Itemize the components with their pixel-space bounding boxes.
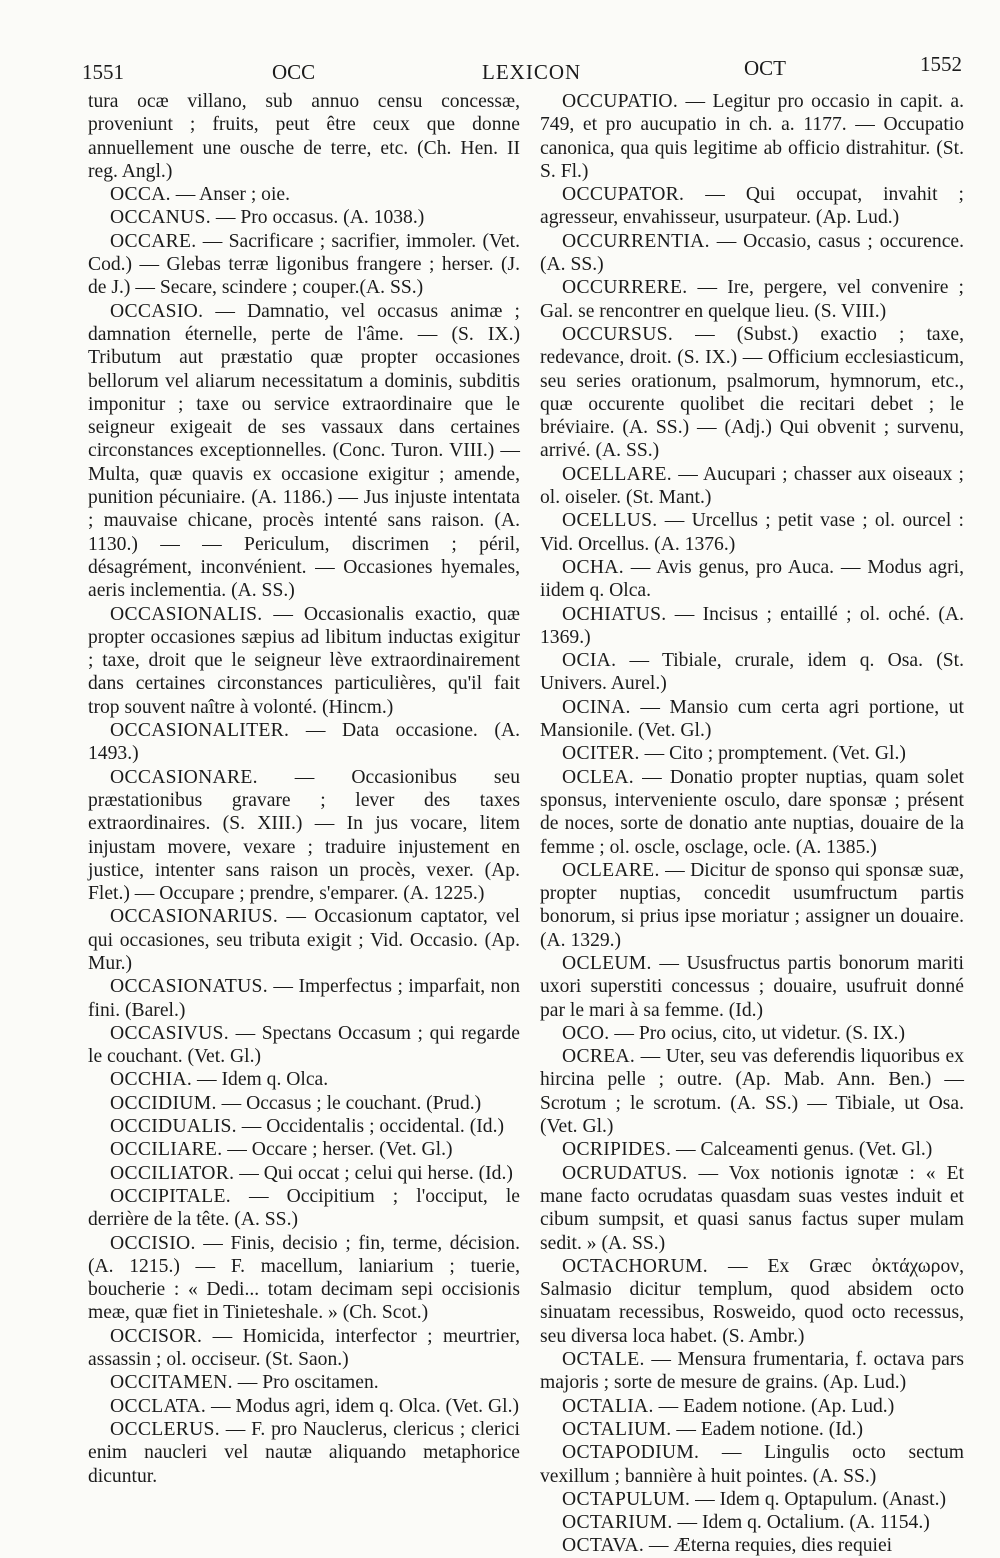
dictionary-entry: [540, 1138, 964, 1161]
entry-definition: — Occasio, casus ; occurence. (A. SS.): [540, 230, 964, 276]
entry-definition: — Donatio propter nuptias, quam solet sponsus, interveniente osculo, dare sponsæ ; présent de noces, sorte de donatio ante nuptias, douaire de la femme ; ol. oscle, osclage, ocle. (A. 1385.): [540, 766, 964, 858]
dictionary-entry: [88, 1115, 520, 1138]
running-header: [82, 52, 962, 86]
entry-headword: OCCHIA.: [110, 1069, 193, 1091]
entry-definition: — Æterna requies, dies requiei: [644, 1535, 893, 1557]
dictionary-entry: [540, 742, 964, 765]
dictionary-entry: [88, 1232, 520, 1325]
dictionary-entry: [88, 206, 520, 229]
dictionary-entry: [88, 300, 520, 603]
entry-definition: — Imperfectus ; imparfait, non fini. (Barel.): [88, 976, 520, 1021]
dictionary-entry: [88, 975, 520, 1022]
dictionary-entry: [540, 1488, 964, 1511]
dictionary-entry: [88, 766, 520, 906]
entry-headword: OCCASIONARE.: [110, 766, 258, 788]
right-column: [540, 90, 964, 1558]
entry-definition: — Ire, pergere, vel convenire ; Gal. se rencontrer en quelque lieu. (S. VIII.): [540, 277, 964, 322]
entry-headword: OCLEARE.: [562, 859, 660, 881]
entry-headword: OCCASIONATUS.: [110, 976, 268, 998]
entry-definition: — Tibiale, crurale, idem q. Osa. (St. Univers. Aurel.): [540, 650, 964, 695]
entry-definition: — Uter, seu vas deferendis liquoribus ex hircina pelle ; outre. (Ap. Mab. Ann. Ben.) — Scrotum ; le scrotum. (A. SS.) — Tibiale, ut Osa. (Vet. Gl.): [540, 1046, 964, 1138]
entry-definition: — Occidentalis ; occidental. (Id.): [236, 1116, 504, 1138]
dictionary-entry: [88, 1325, 520, 1372]
dictionary-entry: [540, 463, 964, 510]
entry-headword: OCTARIUM.: [562, 1512, 673, 1534]
entry-definition: — Vox notionis ignotæ : « Et mane facto ocrudatas quasdam suas vestes induit et cibum sumpsit, et quasi sanus factus super mulam sedit. » (A. SS.): [540, 1162, 964, 1254]
entry-definition: — Pro oscitamen.: [232, 1372, 379, 1394]
dictionary-entry: [540, 90, 964, 183]
entry-headword: OCCIDUALIS.: [110, 1116, 237, 1138]
entry-definition: — Modus agri, idem q. Olca. (Vet. Gl.): [206, 1395, 519, 1417]
entry-definition: — Homicida, interfector ; meurtrier, assassin ; ol. occiseur. (St. Saon.): [88, 1325, 520, 1371]
dictionary-entry: [88, 1185, 520, 1232]
dictionary-entry: [540, 1022, 964, 1045]
dictionary-entry: [88, 1162, 520, 1185]
entry-definition: — Eadem notione. (Ap. Lud.): [653, 1395, 895, 1417]
entry-definition: — (Subst.) exactio ; taxe, redevance, droit. (S. IX.) — Officium ecclesiasticum, seu series orationum, psalmorum, hymnorum, etc., quæ occurente quolibet die recitari debet ; le bréviaire. (A. SS.) — (Adj.) Qui obvenit ; survenu, arrivé. (A. SS.): [540, 323, 964, 462]
entry-definition: — Aucupari ; chasser aux oiseaux ; ol. oiseler. (St. Mant.): [540, 463, 964, 509]
dictionary-entry: [88, 1022, 520, 1069]
page-number-left: 1551: [82, 60, 124, 84]
dictionary-entry: [88, 1092, 520, 1115]
entry-headword: OCCASIONALITER.: [110, 720, 290, 742]
entry-headword: OCCURSUS.: [562, 323, 674, 345]
entry-definition: — Cito ; promptement. (Vet. Gl.): [639, 743, 906, 765]
entry-definition: — Pro occasus. (A. 1038.): [210, 207, 425, 229]
dictionary-entry: [88, 230, 520, 300]
entry-definition: — Anser ; oie.: [170, 184, 291, 206]
entry-headword: OCTAPULUM.: [562, 1488, 691, 1510]
entry-definition: — Occasionibus seu præstationibus gravare ; lever des taxes extraordinaires. (S. XIII.) — In jus vocare, litem injustam movere, vexare ; traduire injustement en justice, intenter sans raison un procès, vexer. (Ap. Flet.) — Occupare ; prendre, s'emparer. (A. 1225.): [88, 766, 520, 905]
entry-definition: — Ususfructus partis bonorum mariti uxori superstiti concessus ; douaire, usufruit donné par le mari à sa femme. (Id.): [540, 952, 964, 1021]
entry-headword: OCCIPITALE.: [110, 1185, 231, 1207]
entry-headword: OCCISOR.: [110, 1325, 203, 1347]
entry-definition: — Incisus ; entaillé ; ol. oché. (A. 1369.): [540, 603, 964, 648]
header-key-left: OCC: [272, 60, 316, 84]
entry-headword: OCRUDATUS.: [562, 1162, 688, 1184]
entry-headword: OCCLERUS.: [110, 1418, 220, 1440]
entry-definition: — Urcellus ; petit vase ; ol. ourcel : Vid. Orcellus. (A. 1376.): [540, 510, 964, 555]
dictionary-entry: [88, 603, 520, 719]
entry-definition: — Calceamenti genus. (Vet. Gl.): [671, 1139, 933, 1161]
entry-definition: — Dicitur de sponso qui sponsæ suæ, propter nuptias, concedit usumfructum partis bonorum, si prius ipse moriatur ; assigner un douaire. (A. 1329.): [540, 859, 964, 951]
dictionary-entry: [540, 1534, 964, 1557]
entry-definition: — Legitur pro occasio in capit. a. 749, et pro aucupatio in ch. a. 1177. — Occupatio canonica, qua quis legitime ab officio distrahitur. (St. S. Fl.): [540, 91, 964, 182]
entry-headword: OCCILIARE.: [110, 1139, 223, 1161]
entry-headword: OCCARE.: [110, 230, 197, 252]
entry-headword: OCLEA.: [562, 766, 635, 788]
entry-headword: OCCILIATOR.: [110, 1162, 235, 1184]
entry-definition: — Idem q. Optapulum. (Anast.): [690, 1488, 947, 1510]
dictionary-entry: [540, 230, 964, 277]
dictionary-entry: [540, 556, 964, 603]
dictionary-entry: [88, 1138, 520, 1161]
dictionary-entry: [88, 905, 520, 975]
entry-headword: OCCURRENTIA.: [562, 230, 710, 252]
entry-definition: — Idem q. Octalium. (A. 1154.): [672, 1512, 930, 1534]
dictionary-entry: [540, 603, 964, 650]
dictionary-entry: [540, 859, 964, 952]
entry-headword: OCTALE.: [562, 1349, 645, 1371]
entry-definition: — Data occasione. (A. 1493.): [88, 720, 520, 765]
entry-headword: OCCASIO.: [110, 300, 204, 322]
entry-headword: OCCASIVUS.: [110, 1022, 229, 1044]
dictionary-entry: [88, 183, 520, 206]
entry-definition: tura ocæ villano, sub annuo censu concessæ, proveniunt ; fruits, peut être ceux que donne annuellement une ousche de terre, etc. (Ch. Hen. II reg. Angl.): [88, 91, 520, 182]
dictionary-entry: [88, 1418, 520, 1488]
entry-headword: OCHIATUS.: [562, 603, 667, 625]
entry-headword: OCTAPODIUM.: [562, 1442, 700, 1464]
entry-headword: OCCUPATIO.: [562, 91, 679, 112]
dictionary-entry: [540, 1418, 964, 1441]
entry-definition: — Sacrificare ; sacrifier, immoler. (Vet. Cod.) — Glebas terræ ligonibus frangere ; herser. (J. de J.) — Secare, scindere ; couper.(A. SS.): [88, 230, 520, 299]
entry-headword: OCCASIONALIS.: [110, 603, 263, 625]
entry-headword: OCTACHORUM.: [562, 1255, 708, 1277]
entry-headword: OCLEUM.: [562, 952, 652, 974]
dictionary-entry: [88, 719, 520, 766]
entry-headword: OCCITAMEN.: [110, 1372, 233, 1394]
entry-headword: OCHA.: [562, 556, 624, 578]
entry-headword: OCCISIO.: [110, 1232, 196, 1254]
entry-headword: OCINA.: [562, 696, 631, 718]
entry-definition: — Ex Græc ὀκτάχωρον, Salmasio dicitur templum, quod absidem octo sinuatam recessibus, Rosweido, quod octo recessus, seu diversa loca habet. (S. Ambr.): [540, 1255, 964, 1347]
header-title: LEXICON: [482, 60, 582, 84]
dictionary-entry: [540, 766, 964, 859]
entry-headword: OCCLATA.: [110, 1395, 207, 1417]
entry-definition: — Lingulis octo sectum vexillum ; bannière à huit pointes. (A. SS.): [540, 1442, 964, 1487]
entry-headword: OCITER.: [562, 743, 640, 765]
header-key-right: OCT: [744, 56, 786, 80]
entry-definition: — Spectans Occasum ; qui regarde le couchant. (Vet. Gl.): [88, 1022, 520, 1068]
dictionary-entry: [540, 1395, 964, 1418]
dictionary-entry: [540, 323, 964, 463]
entry-definition: — Qui occupat, invahit ; agresseur, envahisseur, usurpateur. (Ap. Lud.): [540, 184, 964, 229]
entry-headword: OCTALIUM.: [562, 1418, 672, 1440]
page-number-right: 1552: [920, 52, 962, 76]
entry-definition: — Occasionum captator, vel qui occasiones, seu tributa exigit ; Vid. Occasio. (Ap. Mur.): [88, 906, 520, 974]
entry-definition: — Eadem notione. (Id.): [671, 1418, 863, 1440]
dictionary-entry: [88, 1395, 520, 1418]
entry-headword: OCTALIA.: [562, 1395, 654, 1417]
entry-definition: — Occipitium ; l'occiput, le derrière de la tête. (A. SS.): [88, 1185, 520, 1231]
dictionary-entry: [540, 649, 964, 696]
entry-definition: — Mensura frumentaria, f. octava pars majoris ; sorte de mesure de grains. (Ap. Lud.): [540, 1349, 964, 1394]
entry-headword: OCRIPIDES.: [562, 1139, 672, 1161]
entry-headword: OCCIDIUM.: [110, 1092, 217, 1114]
dictionary-entry: [88, 90, 520, 183]
dictionary-entry: [540, 696, 964, 743]
entry-headword: OCCASIONARIUS.: [110, 906, 279, 928]
entry-headword: OCCUPATOR.: [562, 184, 685, 206]
dictionary-entry: [540, 952, 964, 1022]
dictionary-entry: [540, 1511, 964, 1534]
entry-definition: — Damnatio, vel occasus animæ ; damnation éternelle, perte de l'âme. — (S. IX.) Tributum aut præstatio quæ propter occasiones bellorum vel aliarum necessitatum a dominis, subditis imponitur ; taxe ou service extraordinaire que le seigneur exigeait de ses vassaux dans certaines circonstances exceptionnelles. (Conc. Turon. VIII.) — Multa, quæ quavis ex occasione exigitur ; amende, punition pécuniaire. (A. 1186.) — Jus injuste intentata ; mauvaise chicane, procès intenté sans raison. (A. 1130.) — — Periculum, discrimen ; péril, désagrément, inconvénient. — Occasiones hyemales, aeris inclementia. (A. SS.): [88, 300, 520, 602]
dictionary-entry: [540, 1255, 964, 1348]
dictionary-entry: [540, 1441, 964, 1488]
entry-definition: — F. pro Nauclerus, clericus ; clerici enim naucleri vel nautæ aliquando metaphorice dicuntur.: [88, 1418, 520, 1487]
dictionary-entry: [540, 276, 964, 323]
entry-headword: OCCURRERE.: [562, 277, 688, 299]
dictionary-entry: [540, 1162, 964, 1255]
entry-definition: — Pro ocius, cito, ut videtur. (S. IX.): [609, 1022, 905, 1044]
entry-definition: — Occasus ; le couchant. (Prud.): [216, 1092, 482, 1114]
entry-definition: — Occasionalis exactio, quæ propter occasiones sæpius ad libitum inductas exigitur ; taxe, droit que le seigneur lève extraordinairement dans certaines circonstances particulières, qu'il fait trop souvent naître à volonté. (Hincm.): [88, 603, 520, 718]
dictionary-entry: [540, 509, 964, 556]
dictionary-entry: [88, 1068, 520, 1091]
entry-headword: OCCANUS.: [110, 207, 211, 229]
left-column: [88, 90, 520, 1488]
dictionary-entry: [540, 1348, 964, 1395]
entry-definition: — Idem q. Olca.: [192, 1069, 329, 1091]
entry-headword: OCTAVA.: [562, 1535, 645, 1557]
entry-headword: OCCA.: [110, 184, 171, 206]
entry-definition: — Mansio cum certa agri portione, ut Mansionile. (Vet. Gl.): [540, 696, 964, 742]
entry-definition: — Avis genus, pro Auca. — Modus agri, iidem q. Olca.: [540, 556, 964, 602]
entry-headword: OCELLUS.: [562, 510, 658, 532]
entry-headword: OCELLARE.: [562, 463, 672, 485]
entry-definition: — Finis, decisio ; fin, terme, décision. (A. 1215.) — F. macellum, laniarium ; tuerie, boucherie : « Dedi... totam decimam sepi occisionis meæ, quæ fiet in Tinieteshale. » (Ch. Scot.): [88, 1232, 520, 1324]
entry-headword: OCO.: [562, 1022, 610, 1044]
entry-definition: — Qui occat ; celui qui herse. (Id.): [234, 1162, 513, 1184]
entry-headword: OCIA.: [562, 650, 617, 672]
entry-headword: OCREA.: [562, 1046, 636, 1068]
entry-definition: — Occare ; herser. (Vet. Gl.): [222, 1139, 453, 1161]
dictionary-entry: [540, 1045, 964, 1138]
dictionary-entry: [88, 1371, 520, 1394]
dictionary-entry: [540, 183, 964, 230]
